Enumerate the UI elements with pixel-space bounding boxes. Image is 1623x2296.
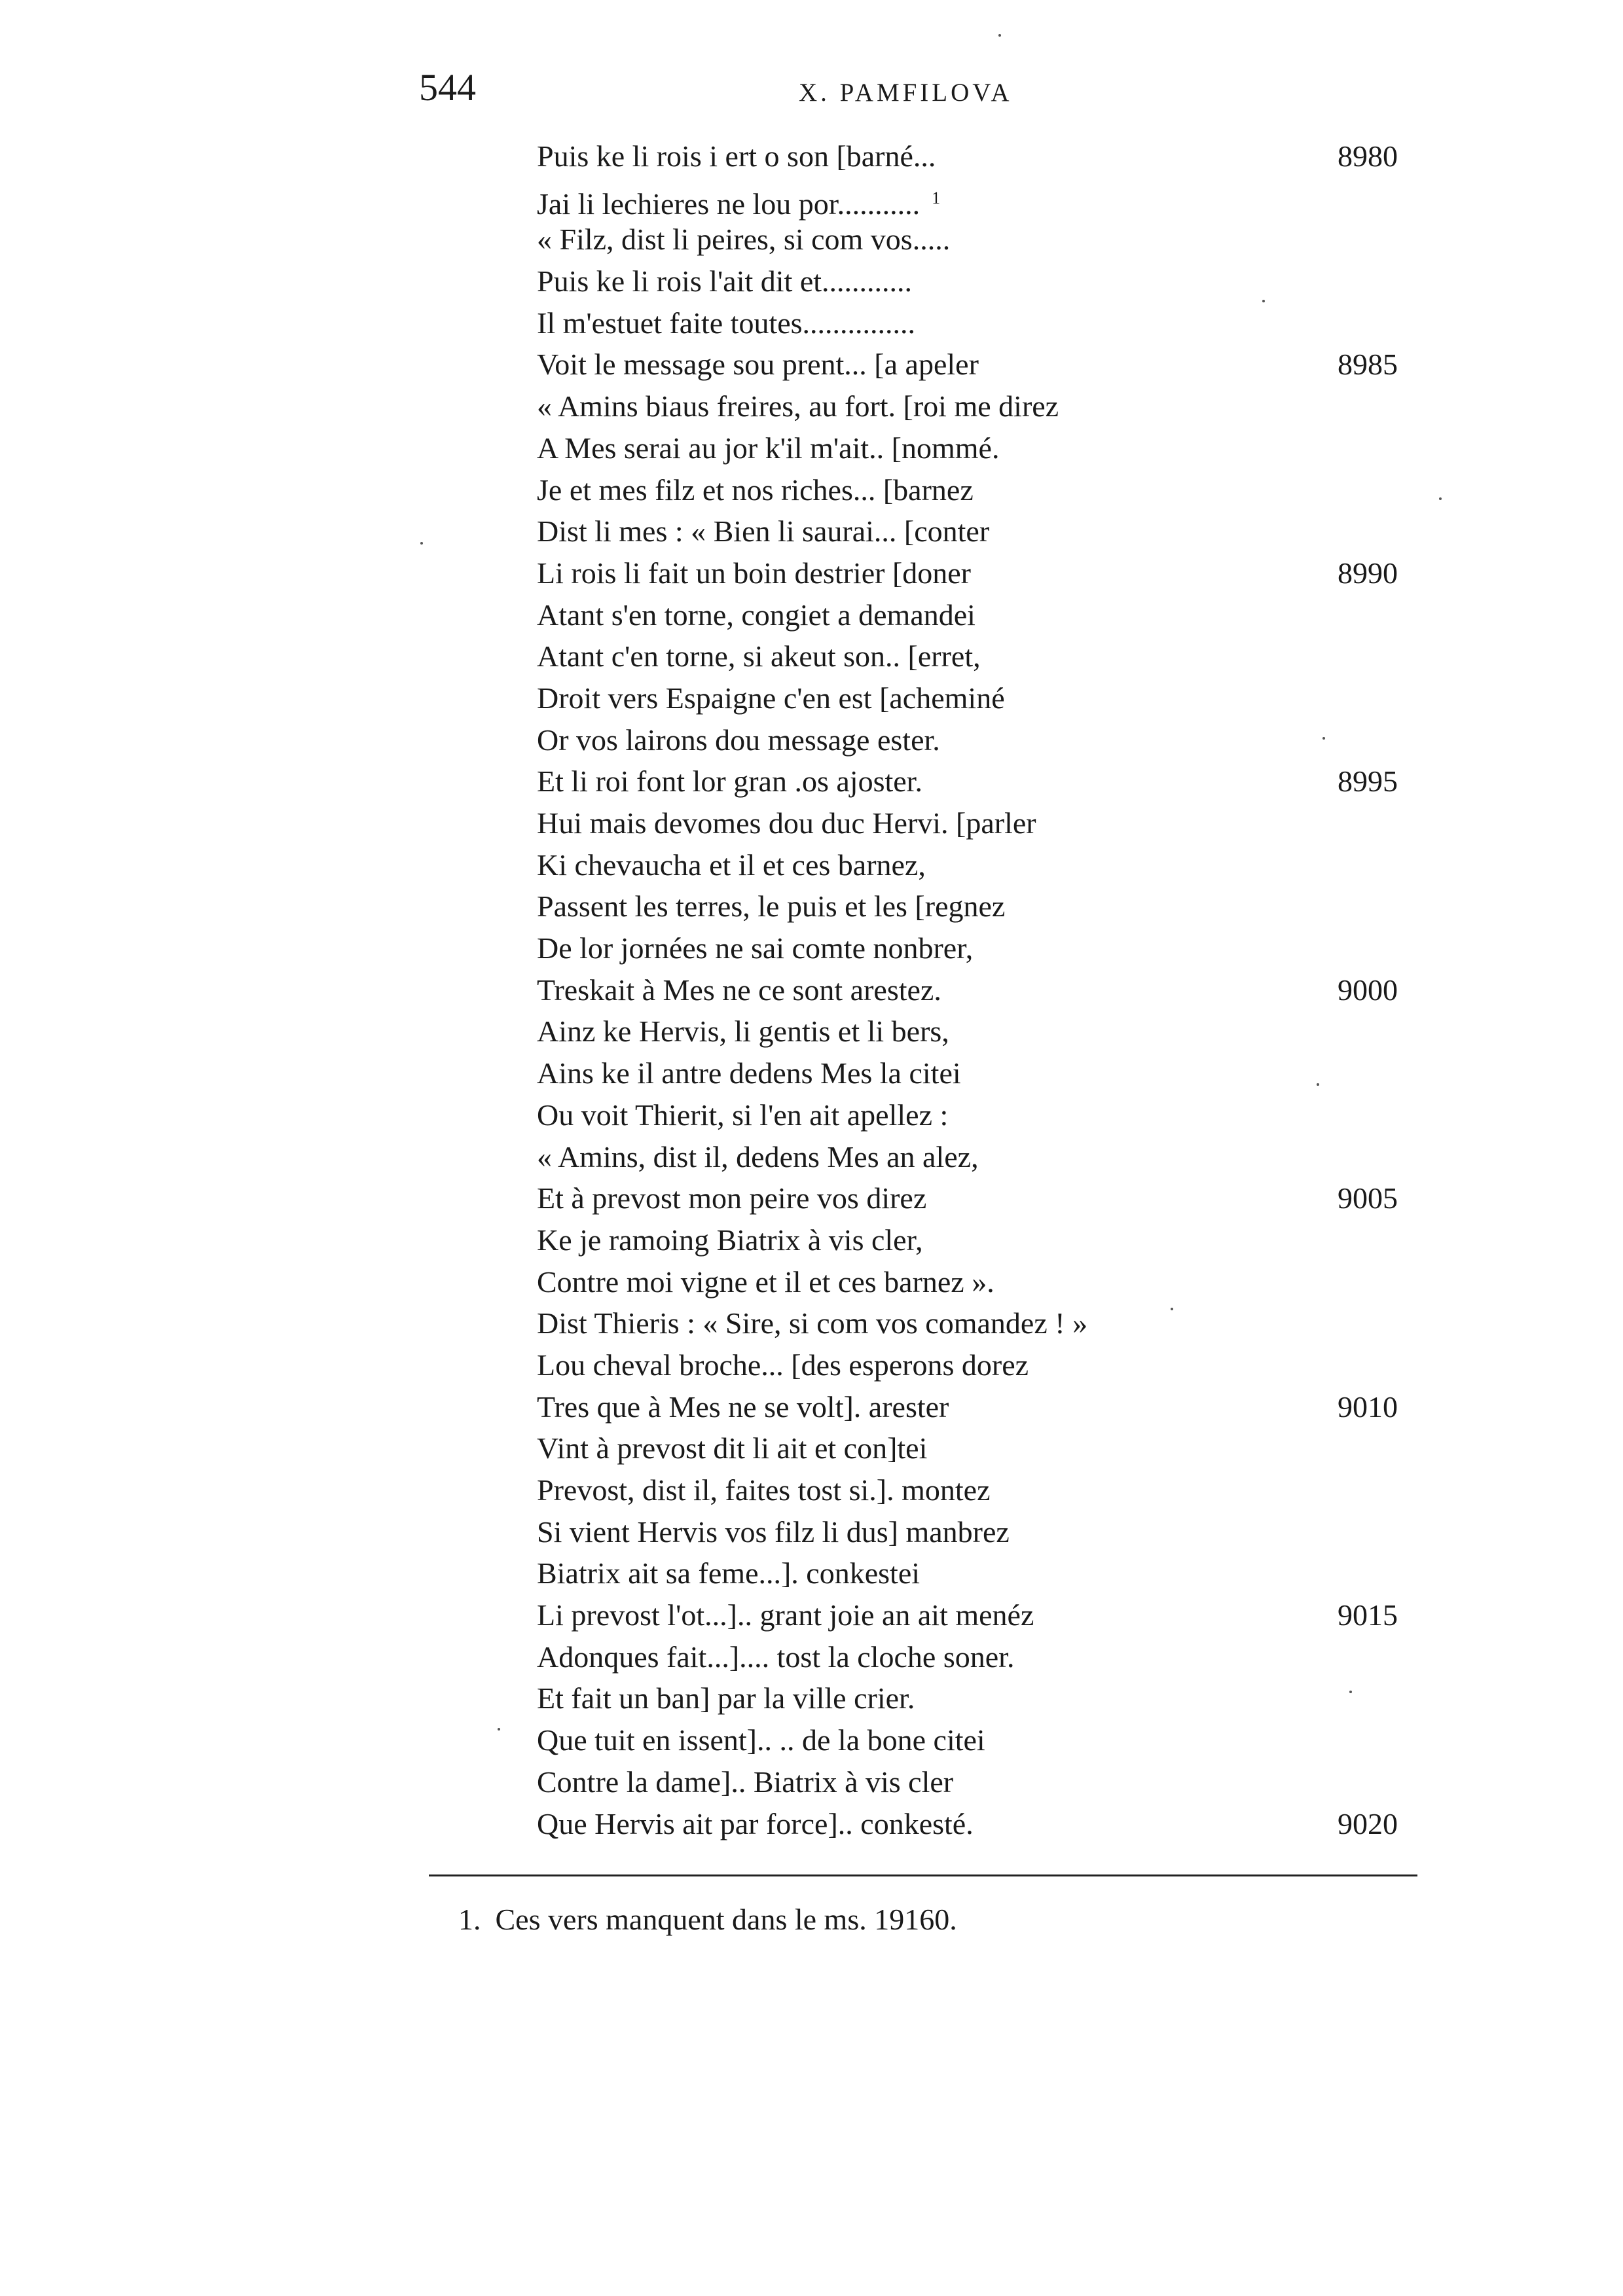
scan-speck xyxy=(1317,1083,1319,1086)
verse-line xyxy=(537,1344,1421,1386)
footnote-reference: 1 xyxy=(932,188,941,207)
verse-text: Li rois li fait un boin destrier [doner xyxy=(537,556,972,590)
verse-line xyxy=(537,260,1421,302)
scan-speck xyxy=(1171,1308,1173,1310)
verse-text: Et li roi font lor gran .os ajoster. xyxy=(537,764,922,798)
verse-line xyxy=(537,1386,1421,1428)
verse-line xyxy=(537,469,1421,511)
verse-text: Il m'estuet faite toutes............... xyxy=(537,306,916,340)
footnote-text: Ces vers manquent dans le ms. 19160. xyxy=(495,1903,957,1936)
verse-line xyxy=(537,177,1421,219)
line-number: 9000 xyxy=(1338,973,1398,1007)
verse-text: Puis ke li rois i ert o son [barné... xyxy=(537,139,936,173)
verse-line xyxy=(537,1219,1421,1261)
page-number: 544 xyxy=(419,66,476,109)
verse-text: Voit le message sou prent... [a apeler xyxy=(537,348,979,382)
verse-line xyxy=(537,1511,1421,1553)
verse-line xyxy=(537,677,1421,719)
verse-line xyxy=(537,886,1421,927)
verse-text: Jai li lechieres ne lou por........... xyxy=(537,187,921,221)
verse-text: Je et mes filz et nos riches... [barnez xyxy=(537,473,974,507)
verse-text: Contre moi vigne et il et ces barnez ». xyxy=(537,1265,994,1299)
verse-line xyxy=(537,1761,1421,1803)
verse-text: Tres que à Mes ne se volt]. arester xyxy=(537,1390,949,1424)
verse-text: Treskait à Mes ne ce sont arestez. xyxy=(537,973,941,1007)
verse-text: Et à prevost mon peire vos direz xyxy=(537,1181,927,1215)
verse-text: Dist li mes : « Bien li saurai... [conter xyxy=(537,514,990,548)
verse-line xyxy=(537,1552,1421,1594)
verse-text: Droit vers Espaigne c'en est [acheminé xyxy=(537,681,1005,715)
verse-line xyxy=(537,1136,1421,1178)
verse-text: « Filz, dist li peires, si com vos..... xyxy=(537,223,951,257)
scan-speck xyxy=(1439,497,1442,500)
scan-speck xyxy=(1349,1691,1352,1693)
verse-text: De lor jornées ne sai comte nonbrer, xyxy=(537,931,974,965)
verse-text: Lou cheval broche... [des esperons dorez xyxy=(537,1348,1029,1382)
verse-text: Biatrix ait sa feme...]. conkestei xyxy=(537,1556,921,1590)
verse-text: Atant s'en torne, congiet a demandei xyxy=(537,598,976,632)
verse-text: Contre la dame].. Biatrix à vis cler xyxy=(537,1765,954,1799)
verse-line xyxy=(537,344,1421,386)
verse-line xyxy=(537,594,1421,636)
verse-line xyxy=(537,219,1421,260)
line-number: 9015 xyxy=(1338,1598,1398,1632)
verse-line xyxy=(537,1719,1421,1761)
verse-line xyxy=(537,302,1421,344)
line-number: 8980 xyxy=(1338,139,1398,173)
verse-text: Hui mais devomes dou duc Hervi. [parler xyxy=(537,806,1036,840)
verse-line xyxy=(537,1302,1421,1344)
verse-line xyxy=(537,1011,1421,1052)
line-number: 8995 xyxy=(1338,764,1398,798)
verse-text: Ki chevaucha et il et ces barnez, xyxy=(537,848,926,882)
verse-line xyxy=(537,1594,1421,1636)
verse-text: Ke je ramoing Biatrix à vis cler, xyxy=(537,1223,923,1257)
verse-text: Si vient Hervis vos filz li dus] manbrez xyxy=(537,1515,1010,1549)
verse-line xyxy=(537,1469,1421,1511)
verse-list xyxy=(537,135,1421,1844)
verse-line xyxy=(537,844,1421,886)
line-number: 8990 xyxy=(1338,556,1398,590)
verse-line xyxy=(537,135,1421,177)
verse-line xyxy=(537,1261,1421,1303)
verse-line xyxy=(537,719,1421,761)
verse-text: « Amins biaus freires, au fort. [roi me direz xyxy=(537,389,1059,423)
footnote xyxy=(458,1901,957,1937)
scan-speck xyxy=(1322,737,1325,740)
verse-text: Or vos lairons dou message ester. xyxy=(537,723,940,757)
verse-line xyxy=(537,552,1421,594)
verse-line xyxy=(537,511,1421,552)
scan-speck xyxy=(498,1728,500,1731)
verse-text: Puis ke li rois l'ait dit et............ xyxy=(537,264,913,298)
verse-text: Que Hervis ait par force].. conkesté. xyxy=(537,1806,974,1840)
verse-line xyxy=(537,1677,1421,1719)
verse-line xyxy=(537,1803,1421,1845)
verse-line xyxy=(537,386,1421,427)
verse-text: Atant c'en torne, si akeut son.. [erret, xyxy=(537,639,981,673)
verse-text: A Mes serai au jor k'il m'ait.. [nommé. xyxy=(537,431,1000,465)
verse-line xyxy=(537,427,1421,469)
verse-text: Ou voit Thierit, si l'en ait apellez : xyxy=(537,1098,949,1132)
footnote-divider xyxy=(429,1874,1417,1876)
verse-line xyxy=(537,802,1421,844)
line-number: 9010 xyxy=(1338,1390,1398,1424)
verse-line xyxy=(537,1636,1421,1678)
verse-text: Adonques fait...].... tost la cloche soner. xyxy=(537,1640,1015,1674)
verse-line xyxy=(537,1177,1421,1219)
line-number: 9005 xyxy=(1338,1181,1398,1215)
verse-line xyxy=(537,927,1421,969)
verse-line xyxy=(537,1094,1421,1136)
verse-text: Vint à prevost dit li ait et con]tei xyxy=(537,1431,928,1465)
verse-text: « Amins, dist il, dedens Mes an alez, xyxy=(537,1139,979,1174)
scan-speck xyxy=(1262,300,1265,302)
verse-text: Et fait un ban] par la ville crier. xyxy=(537,1681,915,1715)
verse-line xyxy=(537,761,1421,802)
verse-text: Passent les terres, le puis et les [regnez xyxy=(537,889,1006,924)
verse-line xyxy=(537,1427,1421,1469)
verse-text: Ains ke il antre dedens Mes la citei xyxy=(537,1056,961,1090)
verse-line xyxy=(537,969,1421,1011)
footnote-marker: 1. xyxy=(458,1903,481,1936)
verse-text: Que tuit en issent].. .. de la bone citei xyxy=(537,1723,985,1757)
running-head: X. PAMFILOVA xyxy=(799,79,1013,107)
verse-line xyxy=(537,636,1421,677)
verse-text: Dist Thieris : « Sire, si com vos comandez ! » xyxy=(537,1306,1088,1340)
scan-speck xyxy=(420,542,423,545)
verse-text: Li prevost l'ot...].. grant joie an ait menéz xyxy=(537,1598,1034,1632)
verse-text: Ainz ke Hervis, li gentis et li bers, xyxy=(537,1014,949,1049)
line-number: 9020 xyxy=(1338,1806,1398,1840)
scan-speck xyxy=(998,34,1001,37)
line-number: 8985 xyxy=(1338,348,1398,382)
verse-line xyxy=(537,1052,1421,1094)
verse-text: Prevost, dist il, faites tost si.]. montez xyxy=(537,1473,991,1507)
